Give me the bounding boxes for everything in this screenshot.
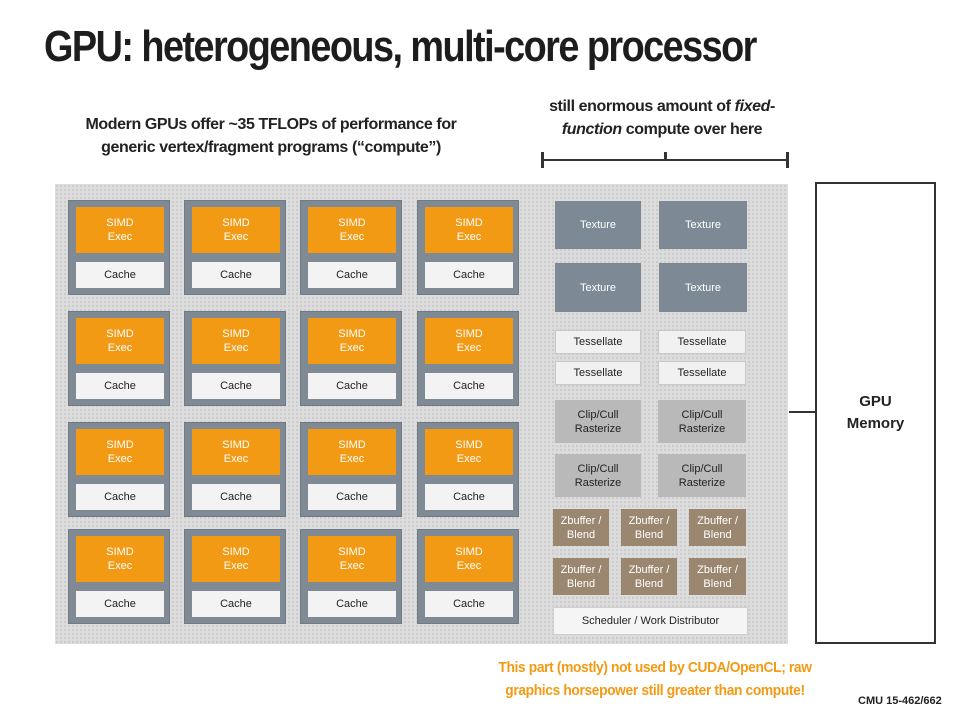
clip-rasterize-unit — [555, 454, 641, 497]
cache-label: Cache — [220, 598, 252, 610]
tessellate-unit — [555, 361, 641, 385]
tessellate-label: Tessellate — [573, 336, 623, 348]
cache-label: Cache — [453, 380, 485, 392]
simd-label-line1: SIMD — [455, 439, 483, 451]
simd-label-line1: SIMD — [222, 217, 250, 229]
simd-label-line2: Exec — [223, 560, 249, 572]
clip-label-line1: Clip/Cull — [681, 462, 723, 475]
zbuffer-label-line1: Zbuffer / — [628, 563, 670, 576]
zbuffer-label-line2: Blend — [634, 528, 664, 541]
fixed-function-bracket — [541, 152, 789, 168]
zbuffer-blend-unit — [689, 509, 746, 546]
clip-label-line1: Clip/Cull — [681, 408, 723, 421]
shader-core — [184, 529, 286, 624]
zbuffer-blend-unit — [553, 509, 609, 546]
core-cache — [425, 484, 513, 510]
shader-core — [68, 422, 170, 517]
simd-label-line1: SIMD — [222, 328, 250, 340]
shader-core — [417, 311, 519, 406]
zbuffer-label-line2: Blend — [566, 577, 596, 590]
simd-exec-unit — [76, 318, 164, 364]
simd-exec-unit — [76, 207, 164, 253]
simd-label-line1: SIMD — [222, 439, 250, 451]
core-cache — [192, 373, 280, 399]
bracket-tick-right — [786, 152, 789, 168]
cache-label: Cache — [453, 491, 485, 503]
simd-label-line2: Exec — [223, 453, 249, 465]
core-cache — [76, 484, 164, 510]
cache-label: Cache — [220, 380, 252, 392]
simd-exec-unit — [425, 536, 513, 582]
simd-exec-unit — [308, 429, 396, 475]
core-cache — [192, 262, 280, 288]
core-cache — [76, 591, 164, 617]
zbuffer-label-line2: Blend — [703, 528, 732, 541]
simd-label-line2: Exec — [456, 342, 482, 354]
simd-label-line2: Exec — [107, 231, 133, 243]
fixed-function-caption-line1 — [512, 95, 812, 118]
cache-label: Cache — [336, 380, 368, 392]
simd-exec-unit — [192, 536, 280, 582]
zbuffer-label-line1: Zbuffer / — [697, 563, 738, 576]
simd-label-line1: SIMD — [455, 546, 483, 558]
note-line1: This part (mostly) not used by CUDA/OpenCL; raw — [498, 659, 812, 676]
texture-unit — [659, 201, 747, 249]
cache-label: Cache — [336, 491, 368, 503]
simd-label-line2: Exec — [107, 560, 133, 572]
core-cache — [308, 373, 396, 399]
simd-exec-unit — [192, 429, 280, 475]
simd-exec-unit — [192, 207, 280, 253]
cache-label: Cache — [336, 269, 368, 281]
simd-label-line1: SIMD — [106, 217, 134, 229]
shader-core — [417, 422, 519, 517]
simd-label-line2: Exec — [107, 453, 133, 465]
core-cache — [425, 373, 513, 399]
cache-label: Cache — [220, 269, 252, 281]
clip-label-line2: Rasterize — [574, 476, 622, 489]
simd-label-line1: SIMD — [455, 217, 483, 229]
clip-rasterize-unit — [555, 400, 641, 443]
clip-label-line2: Rasterize — [678, 422, 726, 435]
shader-core — [184, 422, 286, 517]
clip-label-line1: Clip/Cull — [577, 408, 619, 421]
simd-exec-unit — [425, 207, 513, 253]
cache-label: Cache — [104, 380, 136, 392]
bracket-tick-middle — [664, 152, 667, 160]
simd-label-line1: SIMD — [338, 217, 366, 229]
tessellate-label: Tessellate — [677, 336, 727, 348]
clip-label-line2: Rasterize — [678, 476, 726, 489]
zbuffer-blend-unit — [621, 558, 677, 595]
simd-exec-unit — [308, 318, 396, 364]
simd-label-line1: SIMD — [106, 546, 134, 558]
simd-label-line1: SIMD — [106, 328, 134, 340]
bracket-tick-left — [541, 152, 544, 168]
simd-label-line2: Exec — [339, 453, 365, 465]
texture-unit — [659, 263, 747, 312]
cache-label: Cache — [104, 598, 136, 610]
slide-title: GPU: heterogeneous, multi-core processor — [44, 22, 756, 71]
simd-label-line2: Exec — [456, 453, 482, 465]
simd-label-line2: Exec — [223, 342, 249, 354]
simd-exec-unit — [76, 429, 164, 475]
cache-label: Cache — [104, 269, 136, 281]
scheduler-label: Scheduler / Work Distributor — [581, 615, 720, 627]
simd-label-line1: SIMD — [455, 328, 483, 340]
simd-label-line1: SIMD — [338, 546, 366, 558]
texture-unit — [555, 201, 641, 249]
tessellate-unit — [555, 330, 641, 354]
gpu-memory — [815, 182, 936, 644]
cache-label: Cache — [453, 269, 485, 281]
core-cache — [425, 591, 513, 617]
simd-label-line1: SIMD — [338, 439, 366, 451]
tessellate-label: Tessellate — [677, 367, 727, 379]
shader-core — [300, 311, 402, 406]
orange-note — [485, 656, 825, 702]
caption-text: still enormous amount of — [549, 98, 735, 115]
simd-exec-unit — [308, 536, 396, 582]
tessellate-unit — [658, 330, 746, 354]
zbuffer-label-line2: Blend — [703, 577, 732, 590]
clip-label-line2: Rasterize — [574, 422, 622, 435]
shader-core — [300, 200, 402, 295]
core-cache — [308, 484, 396, 510]
texture-label: Texture — [684, 219, 722, 231]
simd-exec-unit — [308, 207, 396, 253]
simd-exec-unit — [76, 536, 164, 582]
clip-rasterize-unit — [658, 400, 746, 443]
cache-label: Cache — [453, 598, 485, 610]
simd-label-line2: Exec — [339, 231, 365, 243]
caption-italic-text: fixed- — [734, 98, 775, 115]
core-cache — [192, 484, 280, 510]
core-cache — [425, 262, 513, 288]
shader-core — [68, 529, 170, 624]
texture-label: Texture — [579, 219, 617, 231]
tessellate-unit — [658, 361, 746, 385]
fixed-function-caption-line2 — [512, 118, 812, 141]
shader-core — [300, 529, 402, 624]
zbuffer-label-line2: Blend — [566, 528, 596, 541]
core-cache — [308, 591, 396, 617]
shader-core — [417, 200, 519, 295]
simd-label-line2: Exec — [456, 231, 482, 243]
scheduler-work-distributor — [553, 607, 748, 635]
zbuffer-label-line1: Zbuffer / — [560, 563, 602, 576]
shader-core — [417, 529, 519, 624]
tessellate-label: Tessellate — [573, 367, 623, 379]
compute-caption-line1: Modern GPUs offer ~35 TFLOPs of performance for — [85, 116, 457, 133]
shader-core — [68, 200, 170, 295]
zbuffer-blend-unit — [621, 509, 677, 546]
simd-label-line2: Exec — [339, 560, 365, 572]
zbuffer-label-line1: Zbuffer / — [697, 514, 738, 527]
cache-label: Cache — [220, 491, 252, 503]
zbuffer-label-line1: Zbuffer / — [628, 514, 670, 527]
simd-exec-unit — [425, 429, 513, 475]
caption-italic-text: function — [561, 121, 622, 138]
shader-core — [68, 311, 170, 406]
gpu-die — [55, 184, 788, 644]
core-cache — [192, 591, 280, 617]
texture-unit — [555, 263, 641, 312]
simd-label-line1: SIMD — [106, 439, 134, 451]
caption-text: compute over here — [621, 121, 763, 138]
memory-connector — [789, 411, 816, 413]
core-cache — [76, 262, 164, 288]
cache-label: Cache — [104, 491, 136, 503]
zbuffer-blend-unit — [689, 558, 746, 595]
core-cache — [76, 373, 164, 399]
shader-core — [184, 311, 286, 406]
simd-label-line2: Exec — [456, 560, 482, 572]
cache-label: Cache — [336, 598, 368, 610]
simd-label-line2: Exec — [339, 342, 365, 354]
simd-exec-unit — [192, 318, 280, 364]
compute-caption-line2: generic vertex/fragment programs (“compute”) — [101, 139, 441, 156]
simd-label-line1: SIMD — [338, 328, 366, 340]
texture-label: Texture — [684, 281, 722, 294]
simd-label-line2: Exec — [107, 342, 133, 354]
course-footer: CMU 15-462/662 — [858, 695, 942, 707]
core-cache — [308, 262, 396, 288]
texture-label: Texture — [579, 281, 617, 294]
clip-label-line1: Clip/Cull — [577, 462, 619, 475]
simd-exec-unit — [425, 318, 513, 364]
note-line2: graphics horsepower still greater than compute! — [505, 682, 805, 699]
clip-rasterize-unit — [658, 454, 746, 497]
zbuffer-label-line2: Blend — [634, 577, 664, 590]
shader-core — [184, 200, 286, 295]
compute-caption — [66, 113, 476, 159]
simd-label-line1: SIMD — [222, 546, 250, 558]
shader-core — [300, 422, 402, 517]
gpu-memory-label: GPU Memory — [846, 393, 905, 432]
zbuffer-label-line1: Zbuffer / — [560, 514, 602, 527]
simd-label-line2: Exec — [223, 231, 249, 243]
zbuffer-blend-unit — [553, 558, 609, 595]
fixed-function-caption — [512, 95, 812, 141]
